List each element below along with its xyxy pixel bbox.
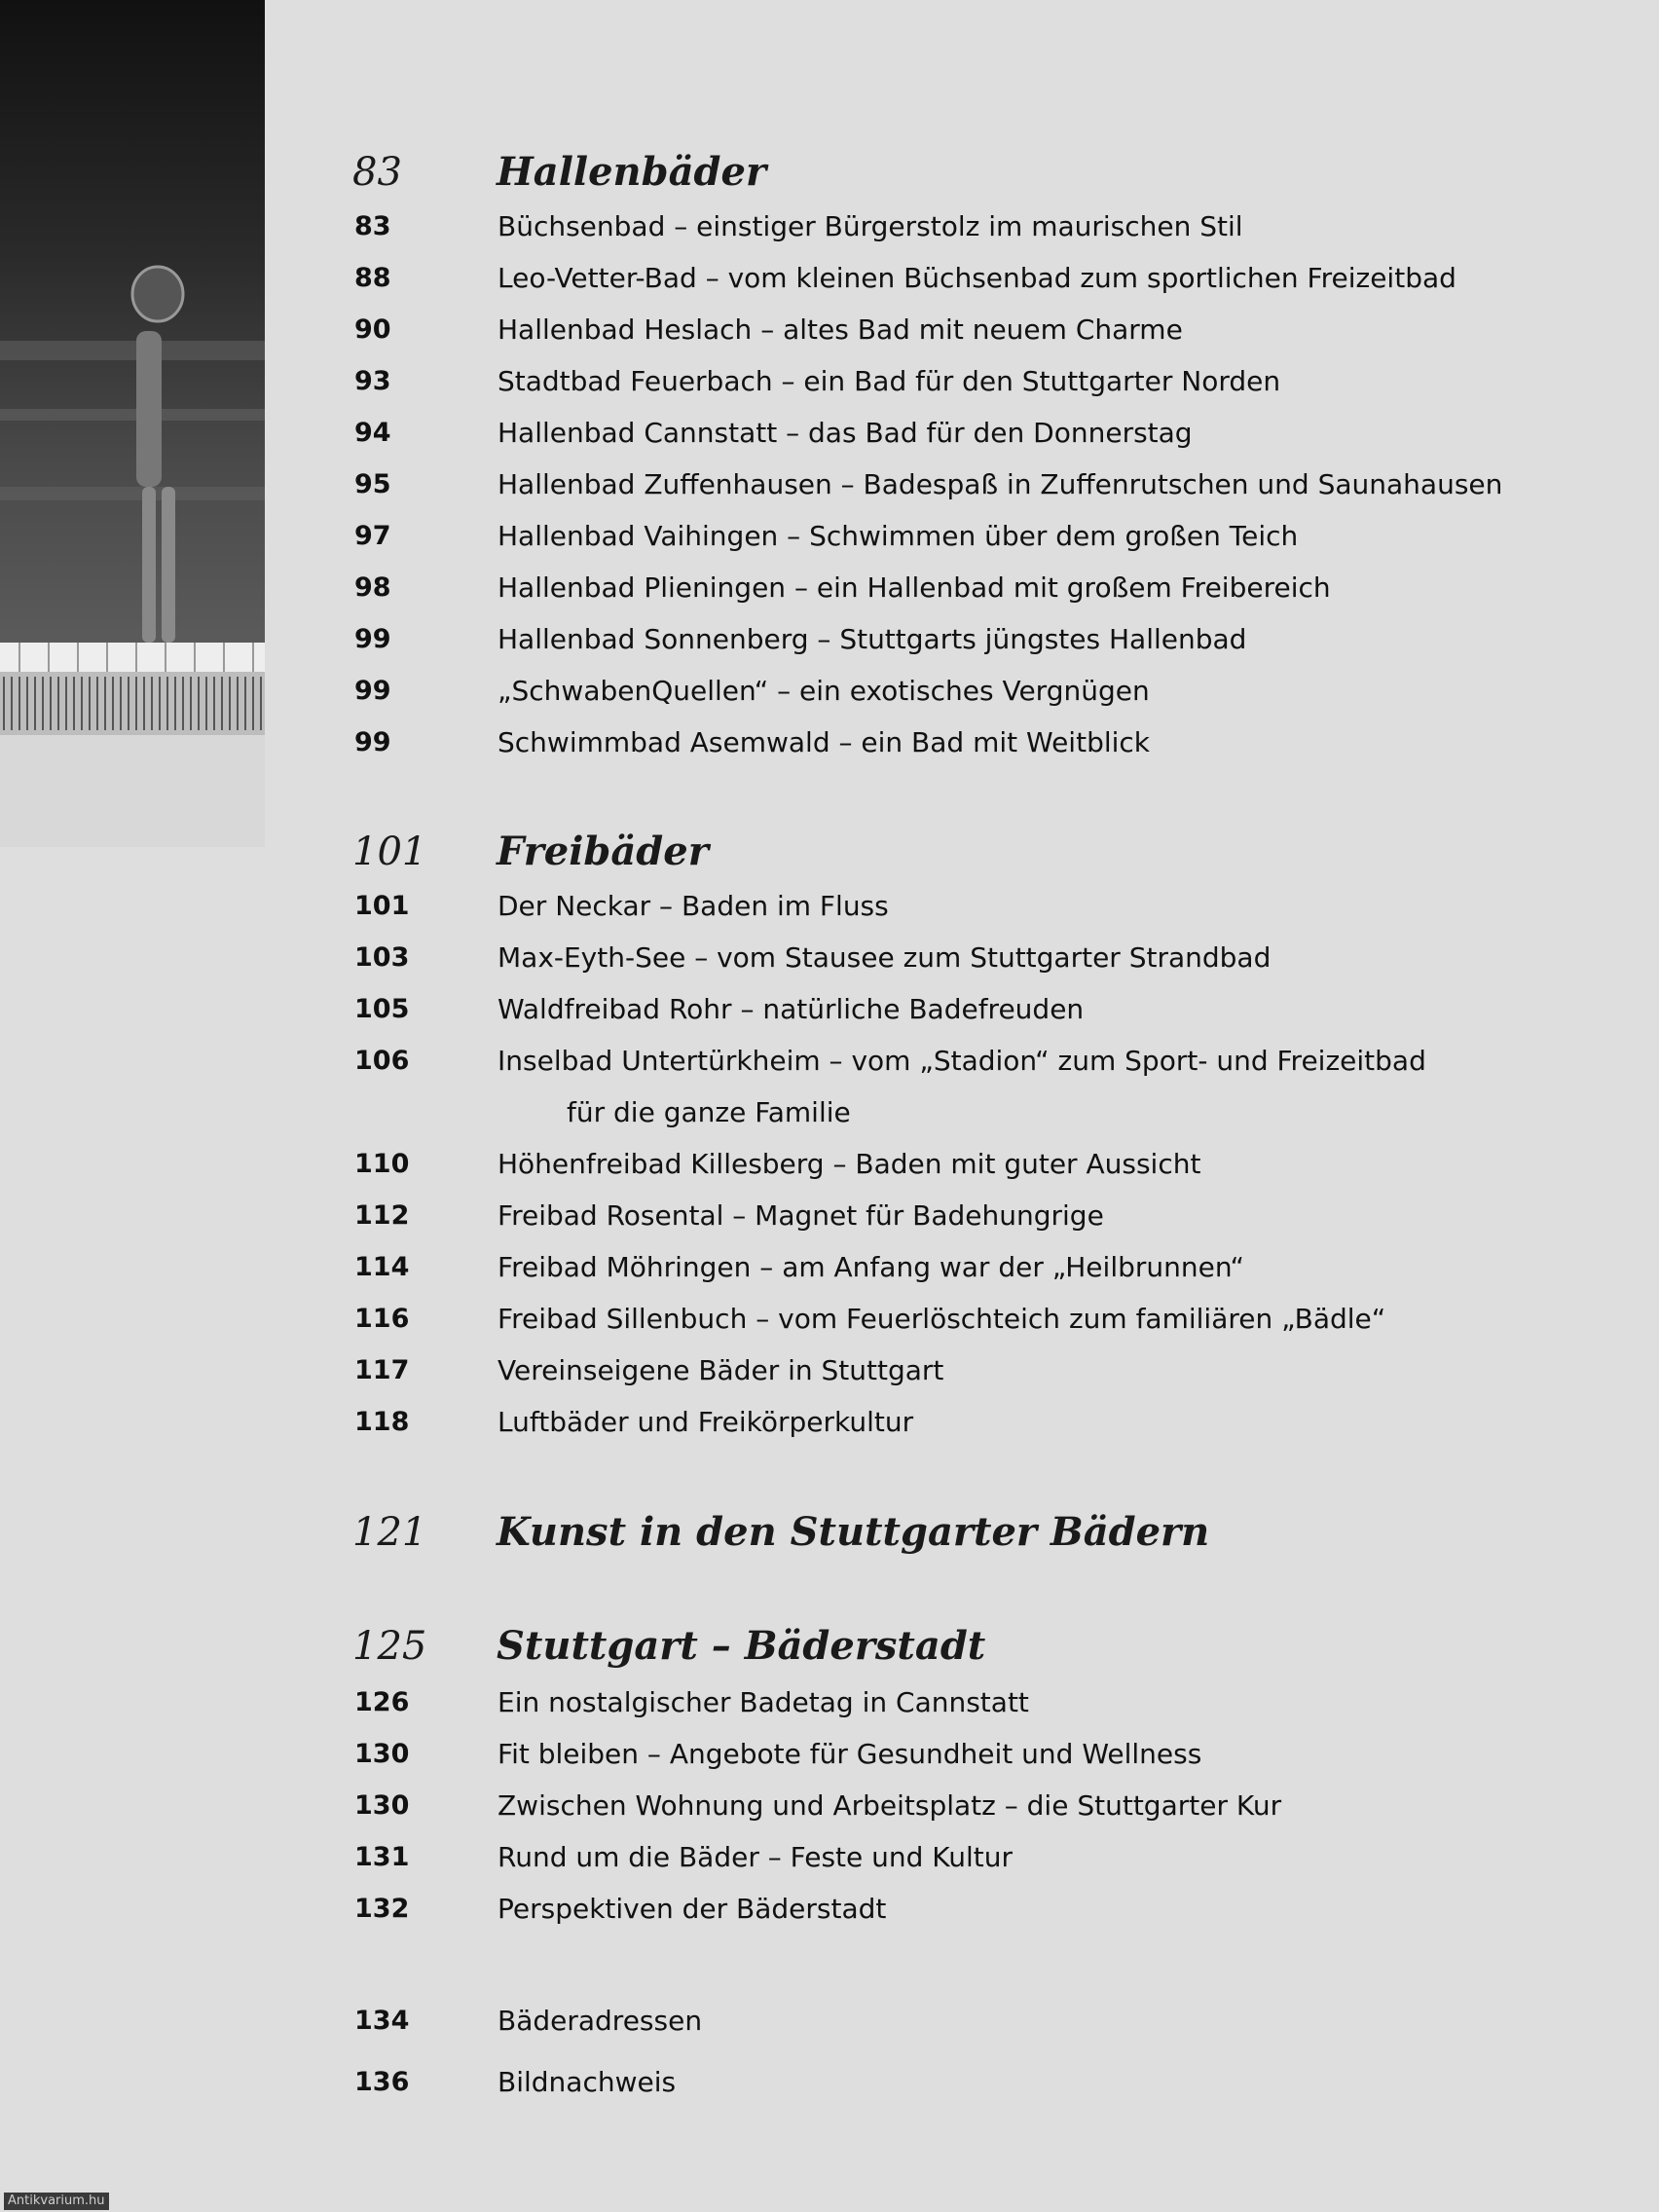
entry-title: Schwimmbad Asemwald – ein Bad mit Weitblick xyxy=(498,726,1151,758)
section-page-number: 125 xyxy=(352,1624,427,1669)
entry-title: Bildnachweis xyxy=(498,2066,677,2098)
entry-page-number: 130 xyxy=(354,1790,410,1821)
entry-title: Max-Eyth-See – vom Stausee zum Stuttgarter Strandbad xyxy=(498,941,1272,974)
entry-page-number: 114 xyxy=(354,1252,410,1282)
entry-page-number: 88 xyxy=(354,263,391,293)
entry-page-number: 93 xyxy=(354,366,391,396)
section-page-number: 101 xyxy=(352,830,427,874)
entry-page-number: 130 xyxy=(354,1739,410,1769)
entry-page-number: 131 xyxy=(354,1842,410,1872)
entry-title: Hallenbad Cannstatt – das Bad für den Donnerstag xyxy=(498,417,1193,449)
entry-page-number: 99 xyxy=(354,676,391,706)
entry-title-continuation: für die ganze Familie xyxy=(567,1096,851,1128)
entry-title: Rund um die Bäder – Feste und Kultur xyxy=(498,1841,1014,1873)
entry-title: Hallenbad Sonnenberg – Stuttgarts jüngstes Hallenbad xyxy=(498,623,1247,655)
entry-page-number: 94 xyxy=(354,418,391,448)
entry-page-number: 110 xyxy=(354,1149,410,1179)
entry-page-number: 126 xyxy=(354,1687,410,1717)
entry-page-number: 90 xyxy=(354,314,391,345)
entry-page-number: 95 xyxy=(354,469,391,499)
entry-title: Inselbad Untertürkheim – vom „Stadion“ zum Sport- und Freizeitbad xyxy=(498,1045,1426,1077)
entry-title: Ein nostalgischer Badetag in Cannstatt xyxy=(498,1686,1029,1718)
entry-page-number: 105 xyxy=(354,994,410,1024)
entry-title: Luftbäder und Freikörperkultur xyxy=(498,1406,914,1438)
entry-page-number: 98 xyxy=(354,572,391,603)
entry-page-number: 132 xyxy=(354,1894,410,1924)
entry-title: „SchwabenQuellen“ – ein exotisches Vergnügen xyxy=(498,675,1150,707)
section-title: Freibäder xyxy=(497,829,709,874)
entry-title: Fit bleiben – Angebote für Gesundheit und Wellness xyxy=(498,1738,1202,1770)
entry-title: Freibad Rosental – Magnet für Badehungrige xyxy=(498,1199,1104,1232)
entry-title: Freibad Sillenbuch – vom Feuerlöschteich zum familiären „Bädle“ xyxy=(498,1303,1386,1335)
entry-title: Bäderadressen xyxy=(498,2005,703,2037)
entry-title: Hallenbad Plieningen – ein Hallenbad mit großem Freibereich xyxy=(498,571,1331,604)
entry-title: Leo-Vetter-Bad – vom kleinen Büchsenbad zum sportlichen Freizeitbad xyxy=(498,262,1456,294)
entry-title: Vereinseigene Bäder in Stuttgart xyxy=(498,1354,944,1386)
entry-title: Freibad Möhringen – am Anfang war der „Heilbrunnen“ xyxy=(498,1251,1245,1283)
entry-title: Der Neckar – Baden im Fluss xyxy=(498,890,889,922)
entry-title: Hallenbad Heslach – altes Bad mit neuem Charme xyxy=(498,313,1183,346)
entry-title: Stadtbad Feuerbach – ein Bad für den Stuttgarter Norden xyxy=(498,365,1281,397)
entry-page-number: 112 xyxy=(354,1200,410,1231)
entry-page-number: 136 xyxy=(354,2067,410,2097)
section-title: Stuttgart – Bäderstadt xyxy=(497,1623,986,1669)
entry-page-number: 134 xyxy=(354,2006,410,2036)
entry-title: Büchsenbad – einstiger Bürgerstolz im maurischen Stil xyxy=(498,210,1243,242)
entry-title: Hallenbad Zuffenhausen – Badespaß in Zuffenrutschen und Saunahausen xyxy=(498,468,1503,500)
entry-page-number: 99 xyxy=(354,727,391,757)
entry-page-number: 103 xyxy=(354,942,410,973)
entry-page-number: 118 xyxy=(354,1407,410,1437)
entry-page-number: 99 xyxy=(354,624,391,654)
watermark: Antikvarium.hu xyxy=(4,2193,109,2210)
entry-page-number: 117 xyxy=(354,1355,410,1385)
entry-title: Zwischen Wohnung und Arbeitsplatz – die Stuttgarter Kur xyxy=(498,1789,1282,1822)
section-title: Hallenbäder xyxy=(497,149,767,195)
entry-title: Perspektiven der Bäderstadt xyxy=(498,1893,887,1925)
section-page-number: 121 xyxy=(352,1510,427,1555)
entry-page-number: 106 xyxy=(354,1046,410,1076)
entry-title: Hallenbad Vaihingen – Schwimmen über dem großen Teich xyxy=(498,520,1299,552)
entry-page-number: 101 xyxy=(354,891,410,921)
entry-title: Höhenfreibad Killesberg – Baden mit guter Aussicht xyxy=(498,1148,1201,1180)
entry-page-number: 83 xyxy=(354,211,391,241)
entry-title: Waldfreibad Rohr – natürliche Badefreuden xyxy=(498,993,1085,1025)
entry-page-number: 116 xyxy=(354,1304,410,1334)
section-page-number: 83 xyxy=(352,150,402,195)
section-title: Kunst in den Stuttgarter Bädern xyxy=(497,1509,1210,1555)
entry-page-number: 97 xyxy=(354,521,391,551)
